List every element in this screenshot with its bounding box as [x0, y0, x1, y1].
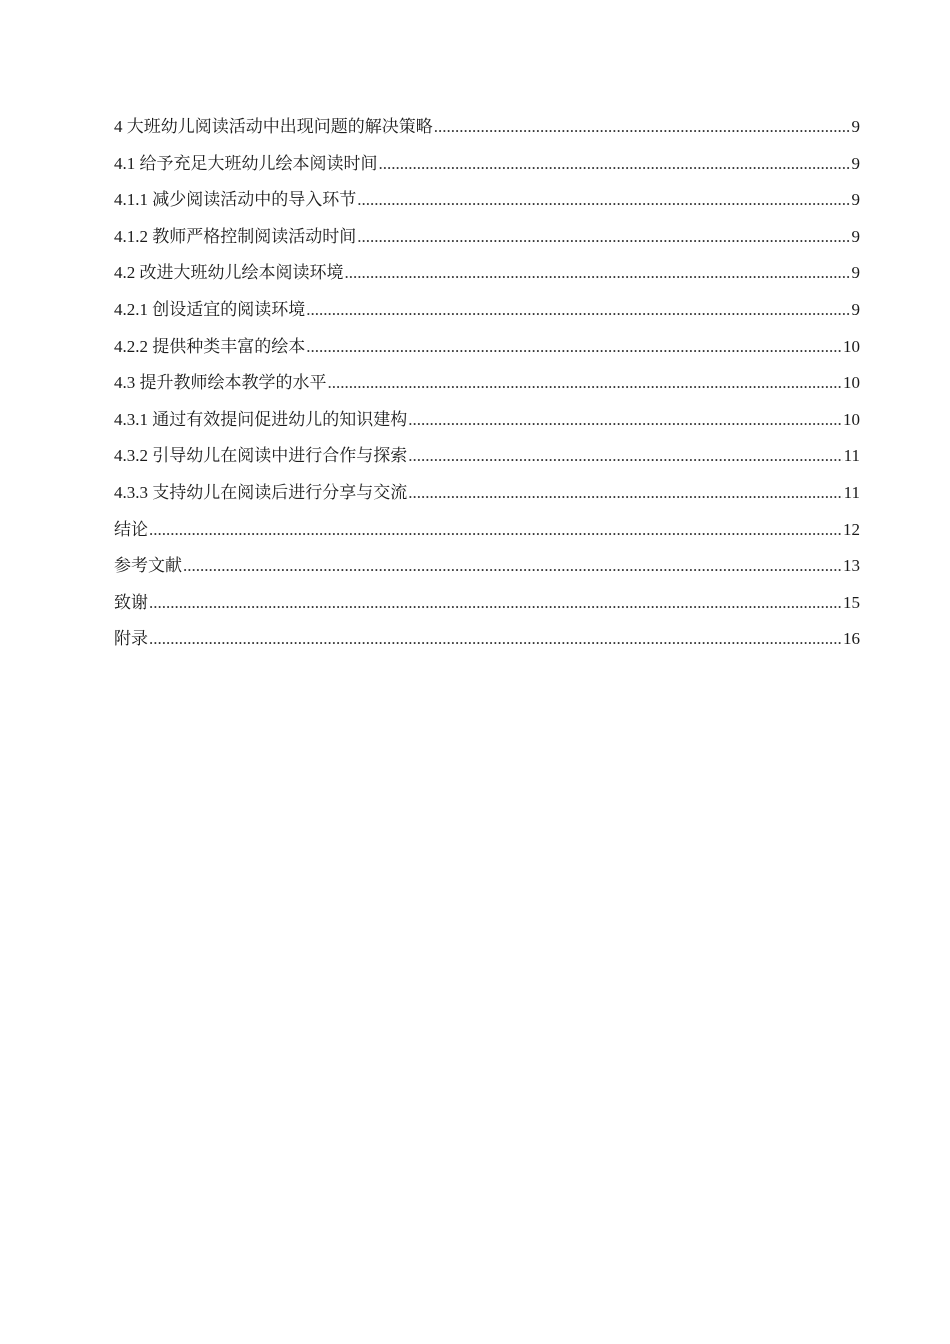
- toc-entry-page: 9: [851, 153, 860, 173]
- toc-dot-leader: [408, 475, 842, 512]
- toc-dot-leader: [183, 548, 842, 585]
- toc-dot-leader: [149, 585, 842, 622]
- toc-entry-page: 11: [843, 482, 860, 502]
- toc-entry-page: 10: [843, 336, 860, 356]
- toc-entry[interactable]: [114, 438, 860, 475]
- toc-entry-title: 4.2 改进大班幼儿绘本阅读环境: [114, 263, 344, 283]
- toc-entry-page: 15: [843, 592, 860, 612]
- toc-entry-page: 9: [851, 263, 860, 283]
- toc-entry-title: 4.1 给予充足大班幼儿绘本阅读时间: [114, 153, 378, 173]
- toc-entry-page: 13: [843, 556, 860, 576]
- toc-entry[interactable]: [114, 292, 860, 329]
- toc-entry-title: 结论: [114, 519, 148, 539]
- toc-dot-leader: [345, 255, 851, 292]
- toc-entry-title: 4.1.2 教师严格控制阅读活动时间: [114, 226, 357, 246]
- toc-entry-page: 11: [843, 446, 860, 466]
- toc-dot-leader: [434, 109, 851, 146]
- toc-entry[interactable]: [114, 621, 860, 658]
- toc-dot-leader: [149, 621, 842, 658]
- toc-entry[interactable]: [114, 365, 860, 402]
- toc-entry[interactable]: [114, 255, 860, 292]
- toc-dot-leader: [328, 365, 843, 402]
- toc-entry-title: 4.3 提升教师绘本教学的水平: [114, 373, 327, 393]
- toc-dot-leader: [408, 438, 842, 475]
- toc-entry-title: 致谢: [114, 592, 148, 612]
- toc-entry[interactable]: [114, 146, 860, 183]
- toc-dot-leader: [357, 182, 850, 219]
- toc-entry-title: 参考文献: [114, 556, 182, 576]
- toc-entry-page: 10: [843, 409, 860, 429]
- toc-entry-title: 附录: [114, 629, 148, 649]
- toc-entry-title: 4.3.2 引导幼儿在阅读中进行合作与探索: [114, 446, 408, 466]
- toc-entry[interactable]: [114, 219, 860, 256]
- toc-entry[interactable]: [114, 402, 860, 439]
- toc-entry[interactable]: [114, 512, 860, 549]
- toc-entry-title: 4.2.1 创设适宜的阅读环境: [114, 299, 306, 319]
- toc-entry-page: 9: [851, 299, 860, 319]
- toc-entry-page: 16: [843, 629, 860, 649]
- toc-entry-page: 12: [843, 519, 860, 539]
- toc-entry[interactable]: [114, 475, 860, 512]
- toc-dot-leader: [306, 329, 842, 366]
- toc-entry-title: 4.3.3 支持幼儿在阅读后进行分享与交流: [114, 482, 408, 502]
- toc-entry-title: 4.1.1 减少阅读活动中的导入环节: [114, 190, 357, 210]
- toc-entry-title: 4.2.2 提供种类丰富的绘本: [114, 336, 306, 356]
- toc-dot-leader: [306, 292, 850, 329]
- toc-entry-title: 4 大班幼儿阅读活动中出现问题的解决策略: [114, 117, 433, 136]
- toc-entry-page: 9: [851, 117, 860, 136]
- toc-dot-leader: [357, 219, 850, 256]
- toc-dot-leader: [408, 402, 842, 439]
- toc-entry-title: 4.3.1 通过有效提问促进幼儿的知识建构: [114, 409, 408, 429]
- toc-entry[interactable]: [114, 182, 860, 219]
- table-of-contents: [114, 109, 860, 658]
- toc-entry-page: 9: [851, 190, 860, 210]
- toc-entry[interactable]: [114, 548, 860, 585]
- toc-entry[interactable]: [114, 585, 860, 622]
- toc-dot-leader: [379, 146, 851, 183]
- toc-dot-leader: [149, 512, 842, 549]
- toc-entry[interactable]: [114, 109, 860, 146]
- toc-entry-page: 9: [851, 226, 860, 246]
- toc-entry[interactable]: [114, 329, 860, 366]
- toc-entry-page: 10: [843, 373, 860, 393]
